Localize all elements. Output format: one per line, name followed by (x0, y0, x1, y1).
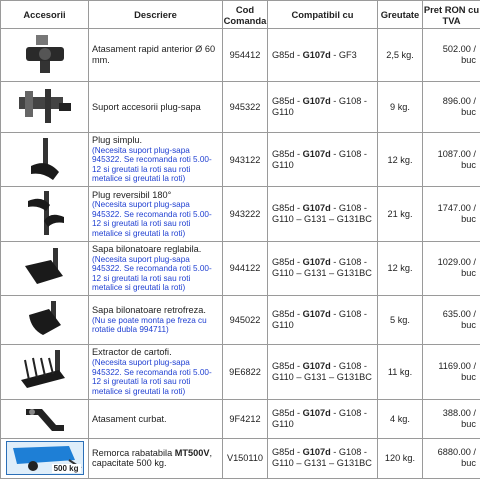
code-cell: 943122 (223, 133, 268, 187)
weight-cell: 9 kg. (378, 82, 423, 133)
ridger-icon (21, 246, 69, 290)
header-compatible: Compatibil cu (268, 1, 378, 29)
compatible-cell: G85d - G107d - G108 - G110 – G131 – G131BC (268, 438, 378, 478)
description-cell: Atasament curbat. (89, 399, 223, 438)
price-cell: 1087.00 / buc (423, 133, 480, 187)
header-weight: Greutate (378, 1, 423, 29)
weight-cell: 2,5 kg. (378, 29, 423, 82)
accessory-image (1, 29, 89, 82)
compatible-cell: G85d - G107d - G108 - G110 (268, 133, 378, 187)
code-cell: V150110 (223, 438, 268, 478)
price-cell: 6880.00 / buc (423, 438, 480, 478)
header-description: Descriere (89, 1, 223, 29)
code-cell: 9E6822 (223, 344, 268, 399)
header-accessory: Accesorii (1, 1, 89, 29)
price-cell: 502.00 / buc (423, 29, 480, 82)
table-row (1, 242, 480, 296)
trailer-capacity-label: 500 kg (53, 464, 79, 474)
description-cell: Suport accesorii plug-sapa (89, 82, 223, 133)
potato-digger-icon (15, 348, 75, 396)
description-cell: Sapa bilonatoare reglabila. (Necesita suport plug-sapa 945322. Se recomanda roti 5.00-12 si greutati la roti sau roti metalice si greutati la roti) (89, 242, 223, 296)
header-row (1, 1, 480, 29)
curved-attachment-icon (22, 403, 68, 435)
price-cell: 1747.00 / buc (423, 187, 480, 242)
accessory-image (1, 438, 89, 478)
compatible-cell: G85d - G107d - GF3 (268, 29, 378, 82)
compatible-cell: G85d - G107d - G108 - G110 (268, 295, 378, 344)
weight-cell: 120 kg. (378, 438, 423, 478)
rear-ridger-icon (23, 299, 67, 341)
table-row (1, 295, 480, 344)
description-cell: Atasament rapid anterior Ø 60 mm. (89, 29, 223, 82)
code-cell: 944122 (223, 242, 268, 296)
price-cell: 388.00 / buc (423, 399, 480, 438)
accessory-image (1, 82, 89, 133)
description-cell: Sapa bilonatoare retrofreza. (Nu se poate monta pe freza cu rotatie dubla 994711) (89, 295, 223, 344)
header-price: Pret RON cu TVA (423, 1, 480, 29)
code-cell: 954412 (223, 29, 268, 82)
compatible-cell: G85d - G107d - G108 - G110 – G131 – G131BC (268, 242, 378, 296)
table-row (1, 82, 480, 133)
code-cell: 9F4212 (223, 399, 268, 438)
accessory-image (1, 399, 89, 438)
description-cell: Remorca rabatabila MT500V, capacitate 500 kg. (89, 438, 223, 478)
price-cell: 896.00 / buc (423, 82, 480, 133)
reversible-plow-icon (24, 189, 66, 239)
header-code: Cod Comanda (223, 1, 268, 29)
table-row (1, 187, 480, 242)
plow-support-icon (15, 85, 75, 129)
price-cell: 1029.00 / buc (423, 242, 480, 296)
description-cell: Plug reversibil 180° (Necesita suport plug-sapa 945322. Se recomanda roti 5.00-12 si greutati la roti sau roti metalice si greutati la roti) (89, 187, 223, 242)
description-cell: Extractor de cartofi. (Necesita suport plug-sapa 945322. Se recomanda roti 5.00-12 si greutati la roti sau roti metalice si greutati la roti) (89, 344, 223, 399)
weight-cell: 4 kg. (378, 399, 423, 438)
compatible-cell: G85d - G107d - G108 - G110 (268, 82, 378, 133)
simple-plow-icon (25, 136, 65, 184)
accessory-image (1, 187, 89, 242)
trailer-image (6, 441, 84, 475)
table-row (1, 344, 480, 399)
compatible-cell: G85d - G107d - G108 - G110 (268, 399, 378, 438)
table-row (1, 29, 480, 82)
weight-cell: 5 kg. (378, 295, 423, 344)
weight-cell: 12 kg. (378, 242, 423, 296)
weight-cell: 21 kg. (378, 187, 423, 242)
price-cell: 1169.00 / buc (423, 344, 480, 399)
accessory-image (1, 344, 89, 399)
accessory-image (1, 133, 89, 187)
accessory-image (1, 242, 89, 296)
compatible-cell: G85d - G107d - G108 - G110 – G131 – G131BC (268, 187, 378, 242)
description-cell: Plug simplu. (Necesita suport plug-sapa 945322. Se recomanda roti 5.00-12 si greutati la roti sau roti metalice si greutati la roti) (89, 133, 223, 187)
code-cell: 945022 (223, 295, 268, 344)
table-row (1, 438, 480, 478)
code-cell: 943222 (223, 187, 268, 242)
quick-hitch-icon (22, 33, 68, 77)
accessory-image (1, 295, 89, 344)
weight-cell: 12 kg. (378, 133, 423, 187)
code-cell: 945322 (223, 82, 268, 133)
compatible-cell: G85d - G107d - G108 - G110 – G131 – G131BC (268, 344, 378, 399)
table-row (1, 133, 480, 187)
weight-cell: 11 kg. (378, 344, 423, 399)
price-cell: 635.00 / buc (423, 295, 480, 344)
table-row (1, 399, 480, 438)
